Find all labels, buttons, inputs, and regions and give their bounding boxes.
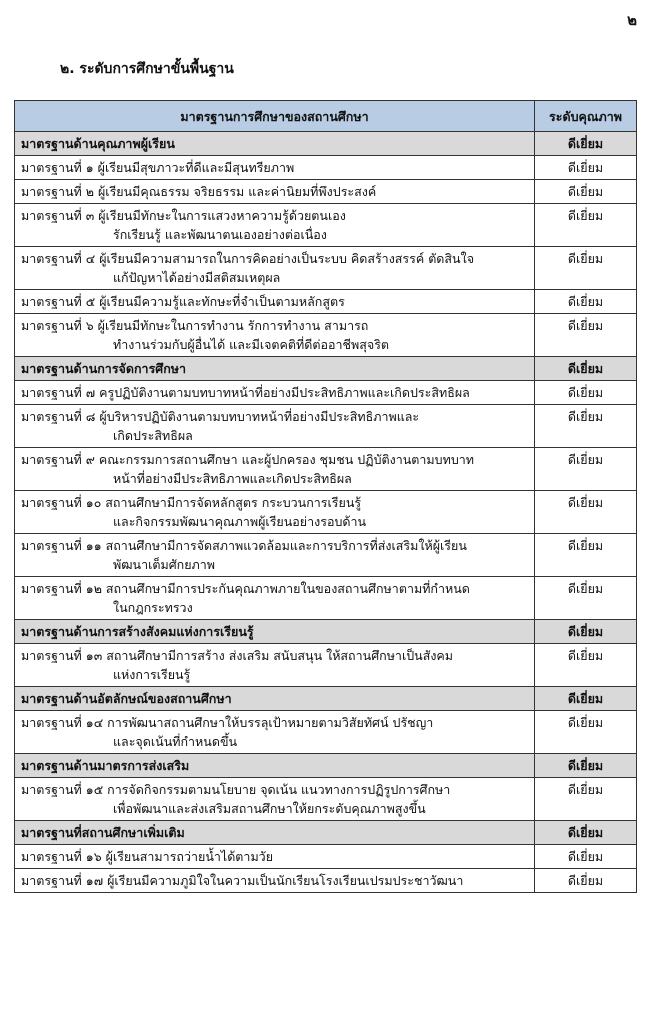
- standard-description: [15, 290, 535, 314]
- header-quality-level: ระดับคุณภาพ: [535, 101, 637, 132]
- standard-row: [15, 405, 637, 448]
- standard-line: มาตรฐานที่ ๑ ผู้เรียนมีสุขภาวะที่ดีและมีสุนทรียภาพ: [21, 160, 295, 175]
- group-row: [15, 620, 637, 644]
- standard-row: [15, 381, 637, 405]
- header-standard: มาตรฐานการศึกษาของสถานศึกษา: [15, 101, 535, 132]
- standard-description: [15, 869, 535, 893]
- standard-row: [15, 845, 637, 869]
- standard-quality-level: ดีเยี่ยม: [535, 314, 637, 357]
- standard-description: [15, 845, 535, 869]
- standard-quality-level: ดีเยี่ยม: [535, 381, 637, 405]
- standard-quality-level: ดีเยี่ยม: [535, 405, 637, 448]
- standard-line-continued: แห่งการเรียนรู้: [113, 667, 191, 682]
- group-title: มาตรฐานที่สถานศึกษาเพิ่มเติม: [15, 821, 535, 845]
- standard-line: มาตรฐานที่ ๔ ผู้เรียนมีความสามารถในการคิดอย่างเป็นระบบ คิดสร้างสรรค์ ตัดสินใจ: [21, 251, 475, 266]
- standard-line: มาตรฐานที่ ๑๔ การพัฒนาสถานศึกษาให้บรรลุเป้าหมายตามวิสัยทัศน์ ปรัชญา: [21, 715, 434, 730]
- standard-description: [15, 534, 535, 577]
- standard-line: มาตรฐานที่ ๕ ผู้เรียนมีความรู้และทักษะที่จำเป็นตามหลักสูตร: [21, 294, 345, 309]
- standard-description: [15, 204, 535, 247]
- standard-row: [15, 534, 637, 577]
- standard-line: มาตรฐานที่ ๒ ผู้เรียนมีคุณธรรม จริยธรรม และค่านิยมที่พึงประสงค์: [21, 184, 377, 199]
- standard-quality-level: ดีเยี่ยม: [535, 180, 637, 204]
- standard-line-continued: และกิจกรรมพัฒนาคุณภาพผู้เรียนอย่างรอบด้าน: [113, 514, 367, 529]
- standard-line-continued: ในกฎกระทรวง: [113, 600, 193, 615]
- standard-description: [15, 491, 535, 534]
- group-quality-level: ดีเยี่ยม: [535, 754, 637, 778]
- standard-description: [15, 448, 535, 491]
- table-header-row: [15, 101, 637, 132]
- group-row: [15, 357, 637, 381]
- standard-line: มาตรฐานที่ ๑๕ การจัดกิจกรรมตามนโยบาย จุดเน้น แนวทางการปฏิรูปการศึกษา: [21, 782, 451, 797]
- standard-description: [15, 711, 535, 754]
- group-quality-level: ดีเยี่ยม: [535, 132, 637, 156]
- standard-row: [15, 247, 637, 290]
- standard-line-continued: แก้ปัญหาได้อย่างมีสติสมเหตุผล: [113, 270, 281, 285]
- standard-description: [15, 156, 535, 180]
- standard-description: [15, 247, 535, 290]
- standard-line: มาตรฐานที่ ๓ ผู้เรียนมีทักษะในการแสวงหาความรู้ด้วยตนเอง: [21, 208, 346, 223]
- standard-description: [15, 577, 535, 620]
- standard-line: มาตรฐานที่ ๑๓ สถานศึกษามีการสร้าง ส่งเสริม สนับสนุน ให้สถานศึกษาเป็นสังคม: [21, 648, 454, 663]
- standard-line-continued: หน้าที่อย่างมีประสิทธิภาพและเกิดประสิทธิผล: [113, 471, 352, 486]
- standard-quality-level: ดีเยี่ยม: [535, 448, 637, 491]
- page-number: ๒: [627, 11, 637, 29]
- standard-line-continued: พัฒนาเต็มศักยภาพ: [113, 557, 216, 572]
- standard-description: [15, 405, 535, 448]
- standard-row: [15, 869, 637, 893]
- group-quality-level: ดีเยี่ยม: [535, 687, 637, 711]
- standard-row: [15, 577, 637, 620]
- standard-row: [15, 644, 637, 687]
- standard-line-continued: ทำงานร่วมกับผู้อื่นได้ และมีเจตคติที่ดีต่ออาชีพสุจริต: [113, 337, 390, 352]
- group-title: มาตรฐานด้านคุณภาพผู้เรียน: [15, 132, 535, 156]
- group-title: มาตรฐานด้านมาตรการส่งเสริม: [15, 754, 535, 778]
- standard-line-continued: เพื่อพัฒนาและส่งเสริมสถานศึกษาให้ยกระดับคุณภาพสูงขึ้น: [113, 801, 426, 816]
- standard-row: [15, 180, 637, 204]
- standard-row: [15, 314, 637, 357]
- standard-row: [15, 448, 637, 491]
- standard-description: [15, 314, 535, 357]
- standard-quality-level: ดีเยี่ยม: [535, 534, 637, 577]
- standard-line: มาตรฐานที่ ๑๗ ผู้เรียนมีความภูมิใจในความเป็นนักเรียนโรงเรียนเปรมประชาวัฒนา: [21, 873, 464, 888]
- standard-row: [15, 290, 637, 314]
- standards-table: [14, 100, 637, 893]
- group-row: [15, 754, 637, 778]
- table-body: [15, 132, 637, 893]
- group-row: [15, 132, 637, 156]
- standard-row: [15, 204, 637, 247]
- standard-line: มาตรฐานที่ ๑๖ ผู้เรียนสามารถว่ายน้ำได้ตามวัย: [21, 849, 274, 864]
- standard-line: มาตรฐานที่ ๑๐ สถานศึกษามีการจัดหลักสูตร กระบวนการเรียนรู้: [21, 495, 362, 510]
- standard-row: [15, 156, 637, 180]
- group-quality-level: ดีเยี่ยม: [535, 357, 637, 381]
- group-quality-level: ดีเยี่ยม: [535, 821, 637, 845]
- standard-line: มาตรฐานที่ ๙ คณะกรรมการสถานศึกษา และผู้ปกครอง ชุมชน ปฏิบัติงานตามบทบาท: [21, 452, 475, 467]
- standard-quality-level: ดีเยี่ยม: [535, 577, 637, 620]
- standard-description: [15, 778, 535, 821]
- standard-quality-level: ดีเยี่ยม: [535, 247, 637, 290]
- standard-line: มาตรฐานที่ ๘ ผู้บริหารปฏิบัติงานตามบทบาทหน้าที่อย่างมีประสิทธิภาพและ: [21, 409, 420, 424]
- standard-description: [15, 381, 535, 405]
- standard-line-continued: รักเรียนรู้ และพัฒนาตนเองอย่างต่อเนื่อง: [113, 227, 327, 242]
- standard-quality-level: ดีเยี่ยม: [535, 644, 637, 687]
- group-title: มาตรฐานด้านอัตลักษณ์ของสถานศึกษา: [15, 687, 535, 711]
- standard-line: มาตรฐานที่ ๖ ผู้เรียนมีทักษะในการทำงาน รักการทำงาน สามารถ: [21, 318, 369, 333]
- standard-row: [15, 711, 637, 754]
- group-row: [15, 687, 637, 711]
- standard-quality-level: ดีเยี่ยม: [535, 711, 637, 754]
- standard-line-continued: เกิดประสิทธิผล: [113, 428, 193, 443]
- standard-description: [15, 180, 535, 204]
- standard-row: [15, 491, 637, 534]
- group-row: [15, 821, 637, 845]
- group-quality-level: ดีเยี่ยม: [535, 620, 637, 644]
- standard-quality-level: ดีเยี่ยม: [535, 156, 637, 180]
- standard-description: [15, 644, 535, 687]
- standard-quality-level: ดีเยี่ยม: [535, 845, 637, 869]
- standard-quality-level: ดีเยี่ยม: [535, 204, 637, 247]
- standard-line-continued: และจุดเน้นที่กำหนดขึ้น: [113, 734, 238, 749]
- standard-quality-level: ดีเยี่ยม: [535, 290, 637, 314]
- section-title: ๒. ระดับการศึกษาขั้นพื้นฐาน: [60, 61, 234, 77]
- standard-line: มาตรฐานที่ ๑๒ สถานศึกษามีการประกันคุณภาพภายในของสถานศึกษาตามที่กำหนด: [21, 581, 470, 596]
- standard-quality-level: ดีเยี่ยม: [535, 778, 637, 821]
- standard-row: [15, 778, 637, 821]
- group-title: มาตรฐานด้านการจัดการศึกษา: [15, 357, 535, 381]
- standard-quality-level: ดีเยี่ยม: [535, 491, 637, 534]
- standard-line: มาตรฐานที่ ๑๑ สถานศึกษามีการจัดสภาพแวดล้อมและการบริการที่ส่งเสริมให้ผู้เรียน: [21, 538, 467, 553]
- standard-quality-level: ดีเยี่ยม: [535, 869, 637, 893]
- standard-line: มาตรฐานที่ ๗ ครูปฏิบัติงานตามบทบาทหน้าที่อย่างมีประสิทธิภาพและเกิดประสิทธิผล: [21, 385, 470, 400]
- group-title: มาตรฐานด้านการสร้างสังคมแห่งการเรียนรู้: [15, 620, 535, 644]
